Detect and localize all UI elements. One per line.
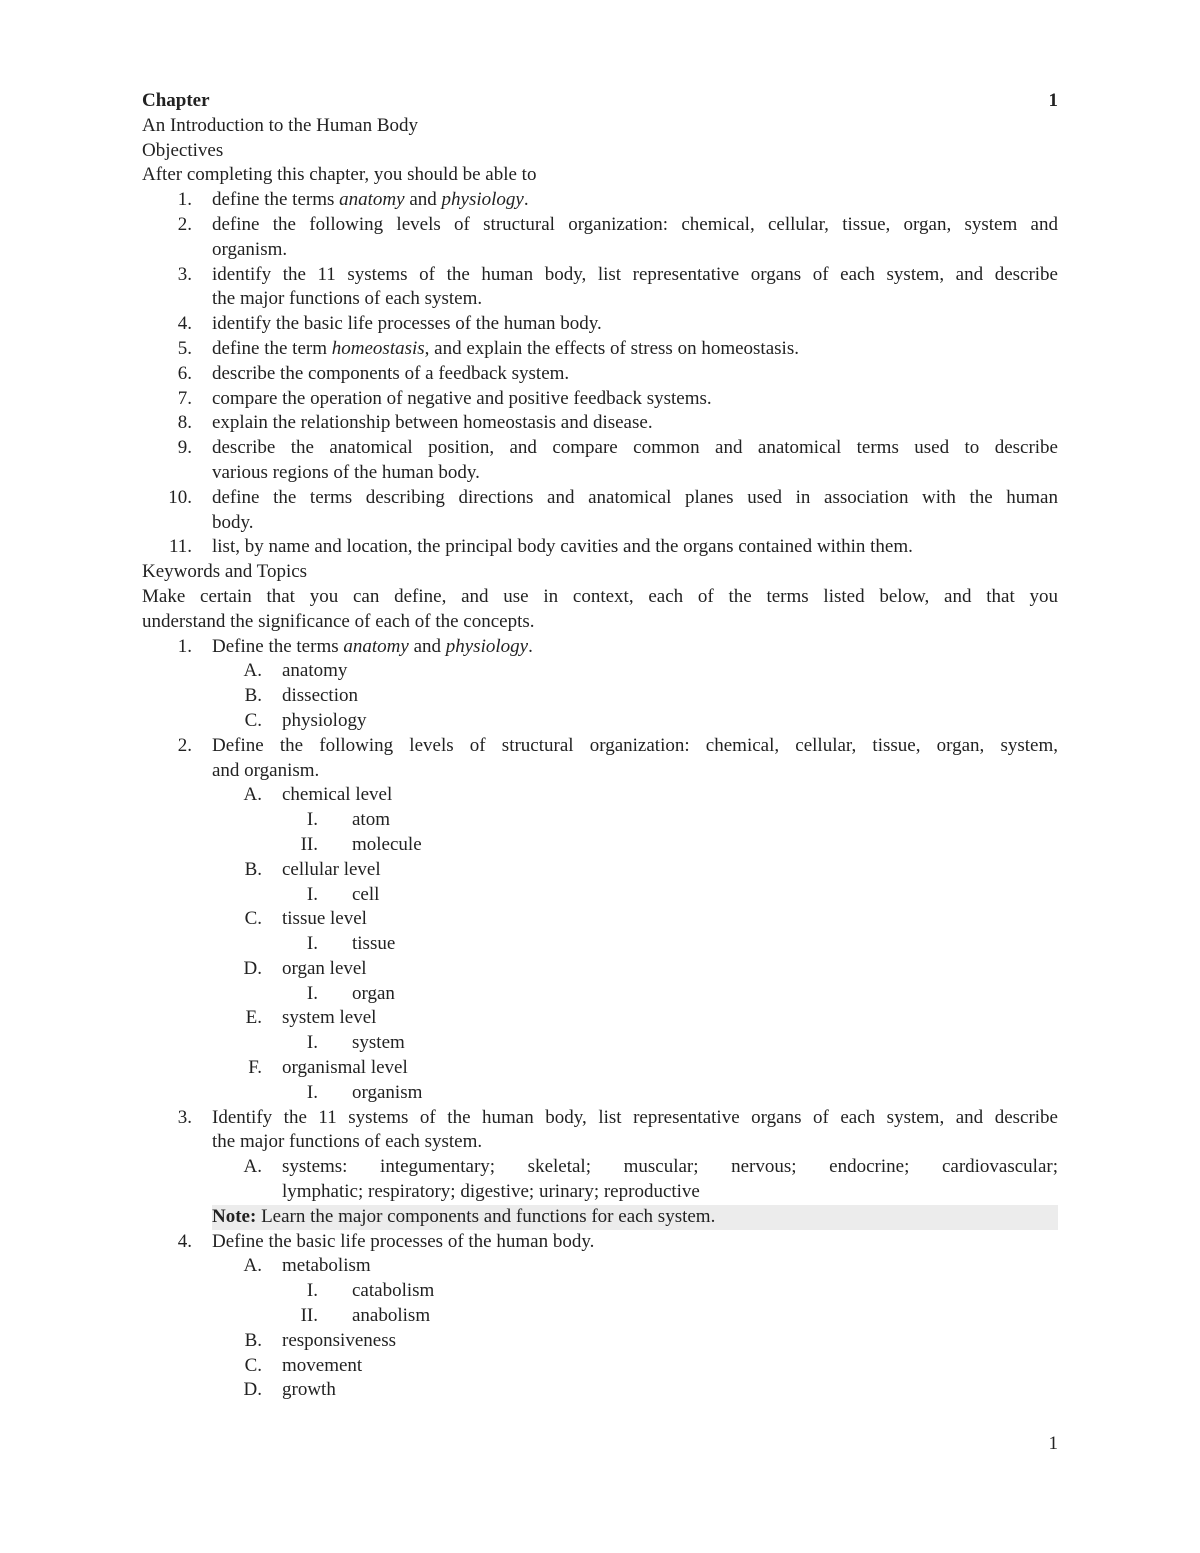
subitem-letter: D. bbox=[243, 957, 262, 979]
item-text: Define the terms anatomy and physiology. bbox=[212, 635, 533, 657]
topic-subsubitem bbox=[142, 982, 1058, 1007]
subsubitem-text: organism bbox=[352, 1081, 423, 1103]
item-number: 2. bbox=[177, 213, 192, 235]
topic-subsubitem bbox=[142, 883, 1058, 908]
keywords-intro-continued: understand the significance of each of the concepts. bbox=[142, 610, 535, 632]
objectives-heading: Objectives bbox=[142, 139, 224, 161]
subsubitem-text: molecule bbox=[352, 833, 422, 855]
subitem-text: system level bbox=[282, 1007, 377, 1029]
keywords-heading: Keywords and Topics bbox=[142, 561, 308, 583]
topic-subsubitem bbox=[142, 1031, 1058, 1056]
item-text: body. bbox=[212, 511, 254, 533]
topic-item bbox=[142, 635, 1058, 660]
item-text: describe the anatomical position, and compare common and anatomical terms used to describe bbox=[212, 437, 1058, 459]
objective-item-continued bbox=[142, 511, 1058, 536]
item-number: 4. bbox=[177, 1230, 192, 1252]
item-number: 3. bbox=[177, 1106, 192, 1128]
topic-subitem bbox=[142, 1056, 1058, 1081]
objective-item bbox=[142, 263, 1058, 288]
subitem-letter: E. bbox=[245, 1007, 262, 1029]
objectives-intro: After completing this chapter, you should be able to bbox=[142, 164, 537, 186]
topic-subsubitem bbox=[142, 833, 1058, 858]
roman-numeral: I. bbox=[306, 933, 318, 955]
subitem-text: physiology bbox=[282, 709, 367, 731]
subitem-text: cellular level bbox=[282, 858, 381, 880]
objective-item-continued bbox=[142, 287, 1058, 312]
topic-subitem bbox=[142, 1354, 1058, 1379]
topic-subitem-continued bbox=[142, 1180, 1058, 1205]
subitem-letter: C. bbox=[244, 908, 262, 930]
roman-numeral: I. bbox=[306, 883, 318, 905]
subitem-text: anatomy bbox=[282, 660, 348, 682]
item-text: Identify the 11 systems of the human body, list representative organs of each system, and describe bbox=[212, 1106, 1058, 1128]
roman-numeral: II. bbox=[300, 1305, 318, 1327]
item-text: describe the components of a feedback system. bbox=[212, 362, 570, 384]
topic-subitem bbox=[142, 709, 1058, 734]
subitem-text: lymphatic; respiratory; digestive; urinary; reproductive bbox=[282, 1181, 700, 1203]
subitem-letter: A. bbox=[243, 660, 262, 682]
page-number: 1 bbox=[1048, 1433, 1058, 1454]
item-text: Define the basic life processes of the human body. bbox=[212, 1230, 595, 1252]
item-number: 7. bbox=[177, 387, 192, 409]
item-number: 1. bbox=[177, 635, 192, 657]
document-page bbox=[142, 89, 1058, 1403]
item-text: organism. bbox=[212, 238, 288, 260]
subitem-letter: A. bbox=[243, 1156, 262, 1178]
roman-numeral: I. bbox=[306, 1032, 318, 1054]
item-number: 5. bbox=[177, 337, 192, 359]
subitem-letter: B. bbox=[244, 1329, 262, 1351]
objective-item bbox=[142, 535, 1058, 560]
keywords-intro: Make certain that you can define, and use in context, each of the terms listed below, and that you bbox=[142, 585, 1058, 607]
subsubitem-text: organ bbox=[352, 982, 395, 1004]
objective-item bbox=[142, 411, 1058, 436]
subsubitem-text: cell bbox=[352, 883, 380, 905]
subsubitem-text: catabolism bbox=[352, 1280, 435, 1302]
topic-subsubitem bbox=[142, 932, 1058, 957]
topic-subitem bbox=[142, 957, 1058, 982]
item-number: 10. bbox=[168, 486, 192, 508]
note-highlight bbox=[212, 1205, 1058, 1230]
topic-subitem bbox=[142, 858, 1058, 883]
item-number: 3. bbox=[177, 263, 192, 285]
note-text: Learn the major components and functions for each system. bbox=[256, 1205, 716, 1227]
objective-item bbox=[142, 486, 1058, 511]
objective-item bbox=[142, 337, 1058, 362]
topic-subitem bbox=[142, 783, 1058, 808]
topic-subitem bbox=[142, 1378, 1058, 1403]
item-number: 1. bbox=[177, 189, 192, 211]
topic-subitem bbox=[142, 1006, 1058, 1031]
subitem-text: organismal level bbox=[282, 1057, 408, 1079]
subsubitem-text: tissue bbox=[352, 933, 396, 955]
subsubitem-text: atom bbox=[352, 809, 390, 831]
item-number: 11. bbox=[168, 536, 192, 558]
item-number: 6. bbox=[177, 362, 192, 384]
item-text: the major functions of each system. bbox=[212, 1131, 483, 1153]
item-text: compare the operation of negative and positive feedback systems. bbox=[212, 387, 712, 409]
roman-numeral: I. bbox=[306, 1280, 318, 1302]
chapter-label: Chapter bbox=[142, 90, 210, 111]
topic-item bbox=[142, 1230, 1058, 1255]
item-text: identify the 11 systems of the human body, list representative organs of each system, and describe bbox=[212, 263, 1058, 285]
topic-subitem bbox=[142, 1329, 1058, 1354]
item-number: 4. bbox=[177, 313, 192, 335]
subitem-text: organ level bbox=[282, 957, 367, 979]
roman-numeral: I. bbox=[306, 982, 318, 1004]
topic-subitem bbox=[142, 1155, 1058, 1180]
objective-item bbox=[142, 387, 1058, 412]
topic-item bbox=[142, 1106, 1058, 1131]
subitem-text: dissection bbox=[282, 685, 358, 707]
subitem-letter: C. bbox=[244, 709, 262, 731]
subitem-text: movement bbox=[282, 1354, 363, 1376]
subitem-text: tissue level bbox=[282, 908, 367, 930]
note-line bbox=[142, 1205, 1058, 1230]
roman-numeral: I. bbox=[306, 809, 318, 831]
subitem-letter: A. bbox=[243, 784, 262, 806]
subitem-letter: B. bbox=[244, 858, 262, 880]
subsubitem-text: anabolism bbox=[352, 1305, 431, 1327]
subitem-text: responsiveness bbox=[282, 1329, 396, 1351]
subitem-letter: A. bbox=[243, 1255, 262, 1277]
chapter-title: An Introduction to the Human Body bbox=[142, 114, 418, 136]
topic-subitem bbox=[142, 1254, 1058, 1279]
subitem-letter: D. bbox=[243, 1379, 262, 1401]
topic-subsubitem bbox=[142, 808, 1058, 833]
item-text: define the terms anatomy and physiology. bbox=[212, 189, 529, 211]
objective-item bbox=[142, 188, 1058, 213]
topic-subsubitem bbox=[142, 1279, 1058, 1304]
topic-subitem bbox=[142, 659, 1058, 684]
item-number: 2. bbox=[177, 734, 192, 756]
objective-item bbox=[142, 312, 1058, 337]
note-label: Note: bbox=[212, 1205, 257, 1227]
item-text: define the terms describing directions and anatomical planes used in association with the human bbox=[212, 486, 1058, 508]
item-number: 9. bbox=[177, 437, 192, 459]
subitem-text: chemical level bbox=[282, 784, 393, 806]
subitem-letter: F. bbox=[248, 1057, 262, 1079]
objective-item bbox=[142, 436, 1058, 461]
subitem-letter: C. bbox=[244, 1354, 262, 1376]
topic-subitem bbox=[142, 907, 1058, 932]
topic-item-continued bbox=[142, 1130, 1058, 1155]
chapter-header bbox=[142, 89, 1058, 114]
topic-subsubitem bbox=[142, 1081, 1058, 1106]
topic-subitem bbox=[142, 684, 1058, 709]
subitem-text: systems: integumentary; skeletal; muscular; nervous; endocrine; cardiovascular; bbox=[282, 1156, 1058, 1178]
subsubitem-text: system bbox=[352, 1032, 405, 1054]
subitem-text: metabolism bbox=[282, 1255, 371, 1277]
topic-item bbox=[142, 734, 1058, 759]
item-text: define the following levels of structural organization: chemical, cellular, tissue, organ, system and bbox=[212, 213, 1058, 235]
topic-subsubitem bbox=[142, 1304, 1058, 1329]
objective-item-continued bbox=[142, 461, 1058, 486]
item-text: various regions of the human body. bbox=[212, 461, 480, 483]
item-number: 8. bbox=[177, 412, 192, 434]
item-text: identify the basic life processes of the human body. bbox=[212, 313, 602, 335]
item-text: list, by name and location, the principal body cavities and the organs contained within them. bbox=[212, 536, 913, 558]
subitem-text: growth bbox=[282, 1379, 336, 1401]
item-text: explain the relationship between homeostasis and disease. bbox=[212, 412, 653, 434]
topic-item-continued bbox=[142, 759, 1058, 784]
roman-numeral: II. bbox=[300, 833, 318, 855]
objective-item bbox=[142, 213, 1058, 238]
objective-item-continued bbox=[142, 238, 1058, 263]
subitem-letter: B. bbox=[244, 685, 262, 707]
objective-item bbox=[142, 362, 1058, 387]
item-text: and organism. bbox=[212, 759, 320, 781]
item-text: the major functions of each system. bbox=[212, 288, 483, 310]
item-text: define the term homeostasis, and explain the effects of stress on homeostasis. bbox=[212, 337, 799, 359]
chapter-number: 1 bbox=[1048, 90, 1058, 111]
item-text: Define the following levels of structural organization: chemical, cellular, tissue, organ, system, bbox=[212, 734, 1058, 756]
roman-numeral: I. bbox=[306, 1081, 318, 1103]
